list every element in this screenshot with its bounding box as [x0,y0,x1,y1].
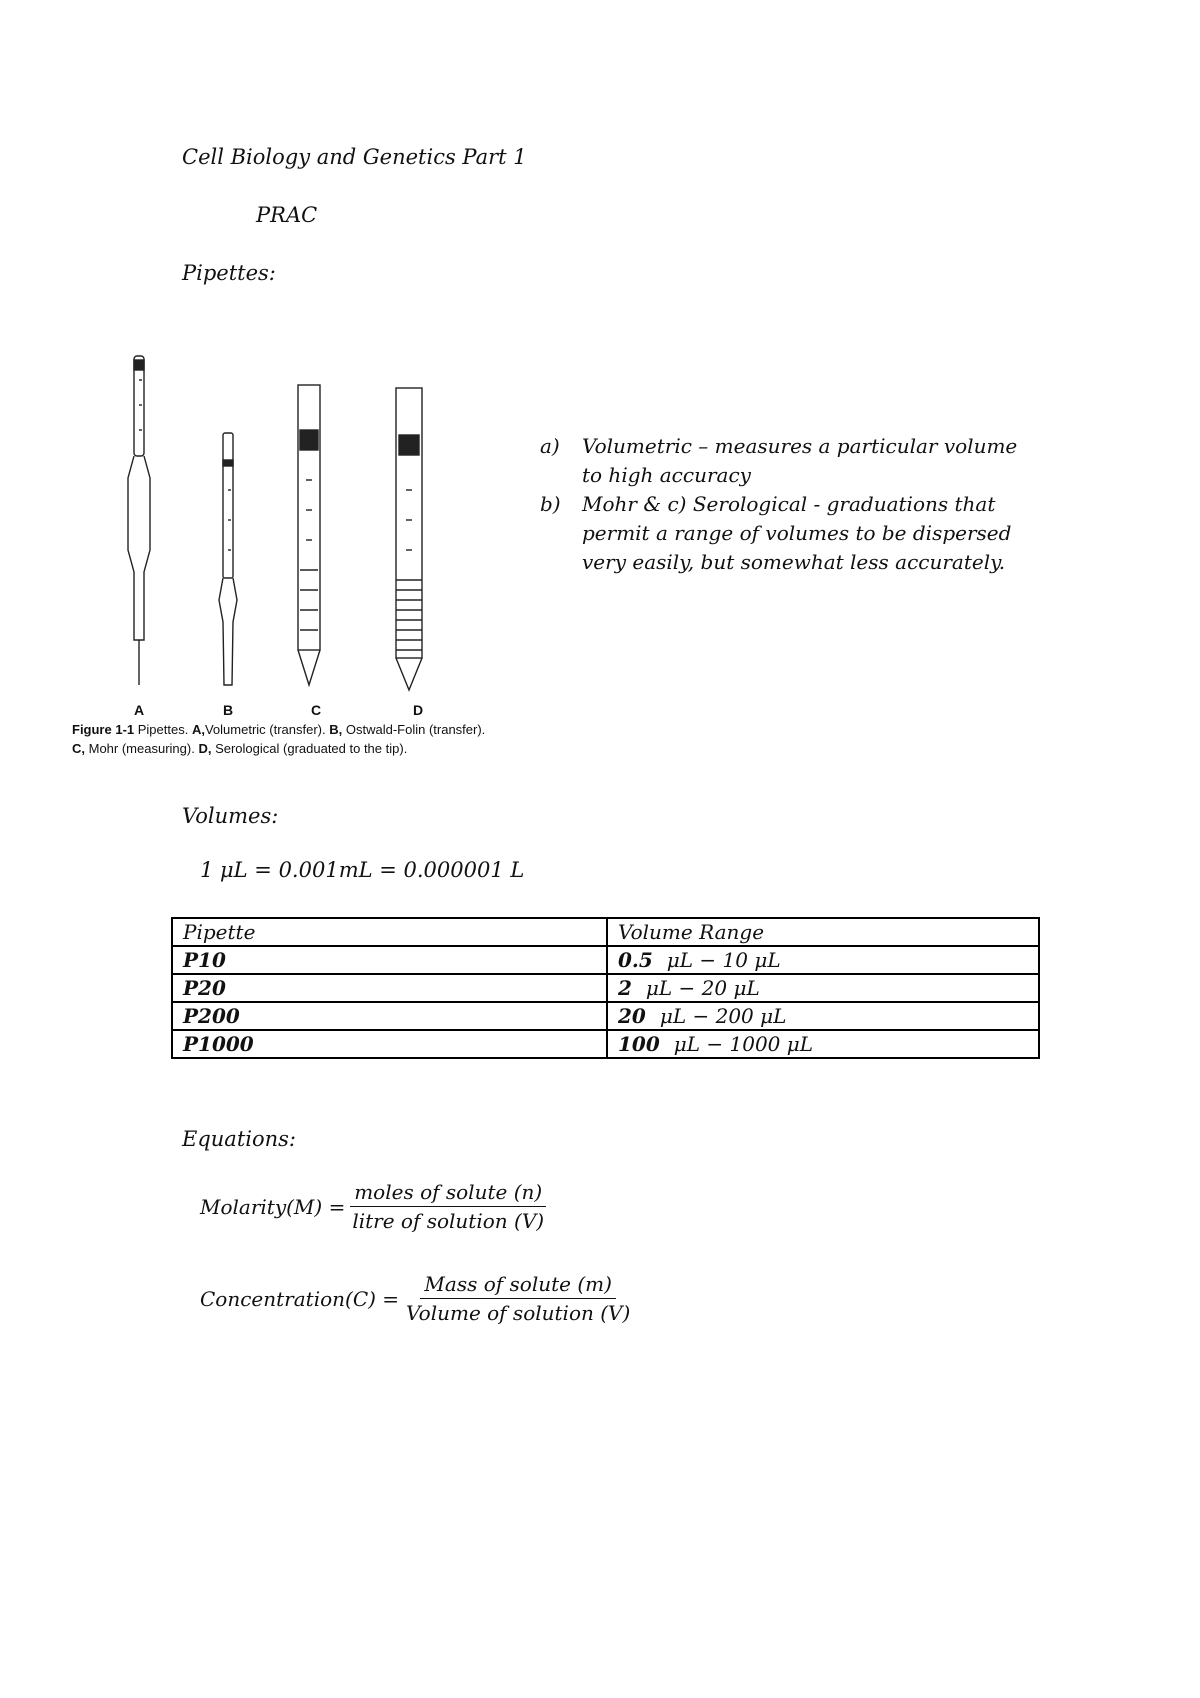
caption-text-b: Ostwald-Folin (transfer). [345,722,486,737]
list-item [540,490,1040,577]
range-min: 100 [618,1032,660,1056]
figure-letter-a: A [133,702,145,718]
section-heading-volumes: Volumes: [182,804,279,828]
document-subtitle: PRAC [256,203,318,227]
table-header-cell: Volume Range [607,918,1039,946]
concentration-equation [200,1272,634,1325]
table-cell-range [607,1030,1039,1058]
caption-key-c: C, [72,741,85,756]
table-cell-pipette: P10 [172,946,607,974]
equation-lhs: Molarity(M) = [200,1194,346,1219]
fraction [348,1180,548,1233]
caption-key-d: D, [198,741,212,756]
volume-conversion-equation: 1 μL = 0.001mL = 0.000001 L [200,858,525,882]
table-row [172,974,1039,1002]
list-marker: a) [540,434,560,458]
section-heading-pipettes: Pipettes: [182,261,276,285]
pipette-d [396,388,422,690]
table-cell-range [607,1002,1039,1030]
table-cell-pipette: P1000 [172,1030,607,1058]
table-header-cell: Pipette [172,918,607,946]
table-header-row [172,918,1039,946]
caption-text: Pipettes. [137,722,189,737]
pipette-b [219,433,237,685]
table-row [172,1002,1039,1030]
caption-key-a: A, [191,722,205,737]
figure-letter-d: D [412,702,424,718]
list-item-text: Mohr & c) Serological - graduations that permit a range of volumes to be dispersed very easily, but somewhat less accurately. [582,492,1012,574]
range-rest: μL − 20 μL [645,976,760,1000]
table-row [172,1030,1039,1058]
caption-key-b: B, [329,722,343,737]
range-rest: μL − 1000 μL [673,1032,814,1056]
section-heading-equations: Equations: [182,1127,296,1151]
volume-range-table [171,917,1040,1059]
figure-letter-b: B [222,702,234,718]
list-marker: b) [540,492,561,516]
document-title: Cell Biology and Genetics Part 1 [182,145,527,169]
list-item [540,432,1040,490]
table-row [172,946,1039,974]
list-item-text: Volumetric – measures a particular volume to high accuracy [582,434,1018,487]
pipettes-figure [70,350,490,780]
caption-label: Figure 1-1 [72,722,135,737]
pipette-c [298,385,320,685]
table-cell-range [607,974,1039,1002]
figure-letter-c: C [310,702,322,718]
pipette-a [128,356,150,685]
denominator: litre of solution (V) [352,1209,545,1233]
numerator: moles of solute (n) [350,1180,546,1207]
caption-text-a: Volumetric (transfer). [204,722,326,737]
pipette-definitions [540,432,1040,577]
equation-lhs: Concentration(C) = [200,1286,400,1311]
caption-text-c: Mohr (measuring). [88,741,195,756]
numerator: Mass of solute (m) [420,1272,615,1299]
figure-caption [72,720,492,758]
fraction [402,1272,634,1325]
table-cell-pipette: P200 [172,1002,607,1030]
denominator: Volume of solution (V) [406,1301,631,1325]
table-cell-range [607,946,1039,974]
caption-text-d: Serological (graduated to the tip). [215,741,408,756]
pipettes-illustration [70,350,490,720]
table-cell-pipette: P20 [172,974,607,1002]
range-min: 2 [618,976,632,1000]
range-min: 20 [618,1004,646,1028]
range-min: 0.5 [618,948,653,972]
range-rest: μL − 200 μL [659,1004,787,1028]
range-rest: μL − 10 μL [666,948,781,972]
molarity-equation [200,1180,548,1233]
